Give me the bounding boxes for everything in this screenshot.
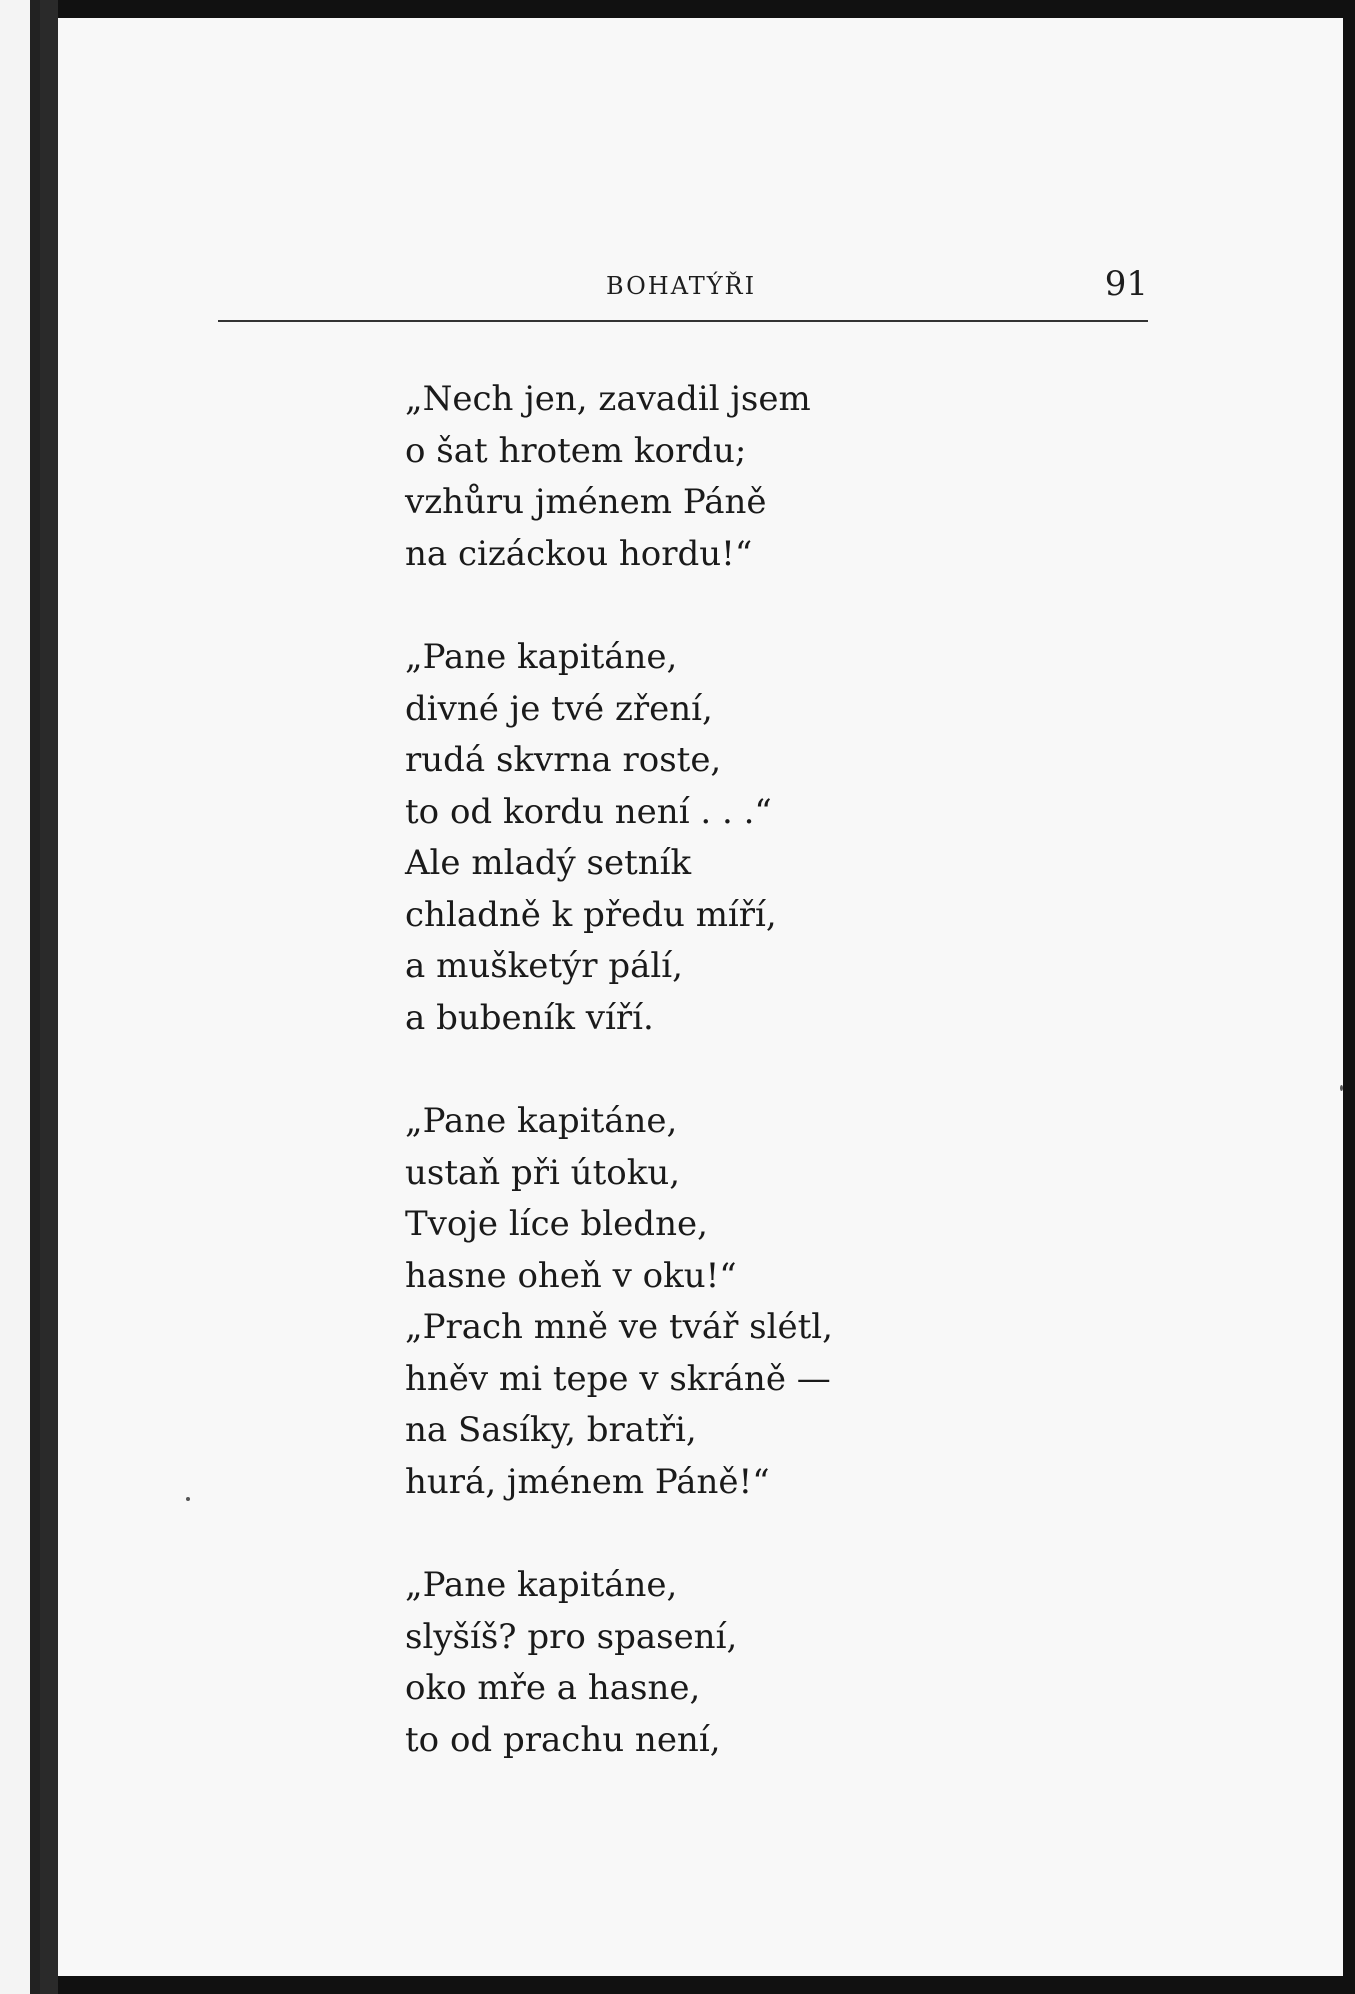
- verse-line: na cizáckou hordu!“: [405, 533, 753, 574]
- stanza-2: [405, 632, 1105, 1044]
- verse-line: hasne oheň v oku!“: [405, 1255, 737, 1296]
- verse-line: chladně k předu míří,: [405, 894, 777, 935]
- verse-line: o šat hrotem kordu;: [405, 430, 747, 471]
- verse-line: a mušketýr pálí,: [405, 946, 683, 986]
- verse-line: na Sasíky, bratři,: [405, 1410, 697, 1450]
- stanza-4: [405, 1560, 1105, 1766]
- verse-line: vzhůru jménem Páně: [405, 482, 767, 522]
- page-gutter-shadow: [40, 0, 58, 1994]
- print-speck: [1340, 1085, 1343, 1091]
- verse-line: hurá, jménem Páně!“: [405, 1461, 770, 1502]
- stanza-3: [405, 1096, 1105, 1508]
- verse-line: to od prachu není,: [405, 1719, 721, 1760]
- verse-line: a bubeník víří.: [405, 997, 654, 1038]
- verse-line: oko mře a hasne,: [405, 1668, 701, 1708]
- verse-line: „Nech jen, zavadil jsem: [405, 379, 811, 419]
- verse-line: „Pane kapitáne,: [405, 637, 678, 677]
- verse-line: Ale mladý setník: [405, 843, 692, 883]
- verse-line: rudá skvrna roste,: [405, 740, 722, 780]
- verse-line: „Pane kapitáne,: [405, 1101, 678, 1141]
- verse-line: Tvoje líce bledne,: [405, 1204, 708, 1244]
- verse-line: „Pane kapitáne,: [405, 1565, 678, 1605]
- verse-line: hněv mi tepe v skráně —: [405, 1358, 831, 1399]
- verse-line: to od kordu není . . .“: [405, 791, 772, 832]
- poem-text: [405, 374, 1105, 1818]
- adjacent-page-edge: [0, 0, 40, 1994]
- running-head: [218, 264, 1148, 322]
- stanza-1: [405, 374, 1105, 580]
- print-speck: [186, 1497, 190, 1501]
- verse-line: slyšíš? pro spasení,: [405, 1616, 738, 1657]
- verse-line: „Prach mně ve tvář slétl,: [405, 1307, 833, 1347]
- verse-line: divné je tvé zření,: [405, 688, 713, 729]
- running-title: BOHATÝŘI: [606, 272, 757, 300]
- page-number: 91: [1104, 264, 1148, 304]
- verse-line: ustaň při útoku,: [405, 1152, 681, 1193]
- binding-shadow: [30, 0, 40, 1994]
